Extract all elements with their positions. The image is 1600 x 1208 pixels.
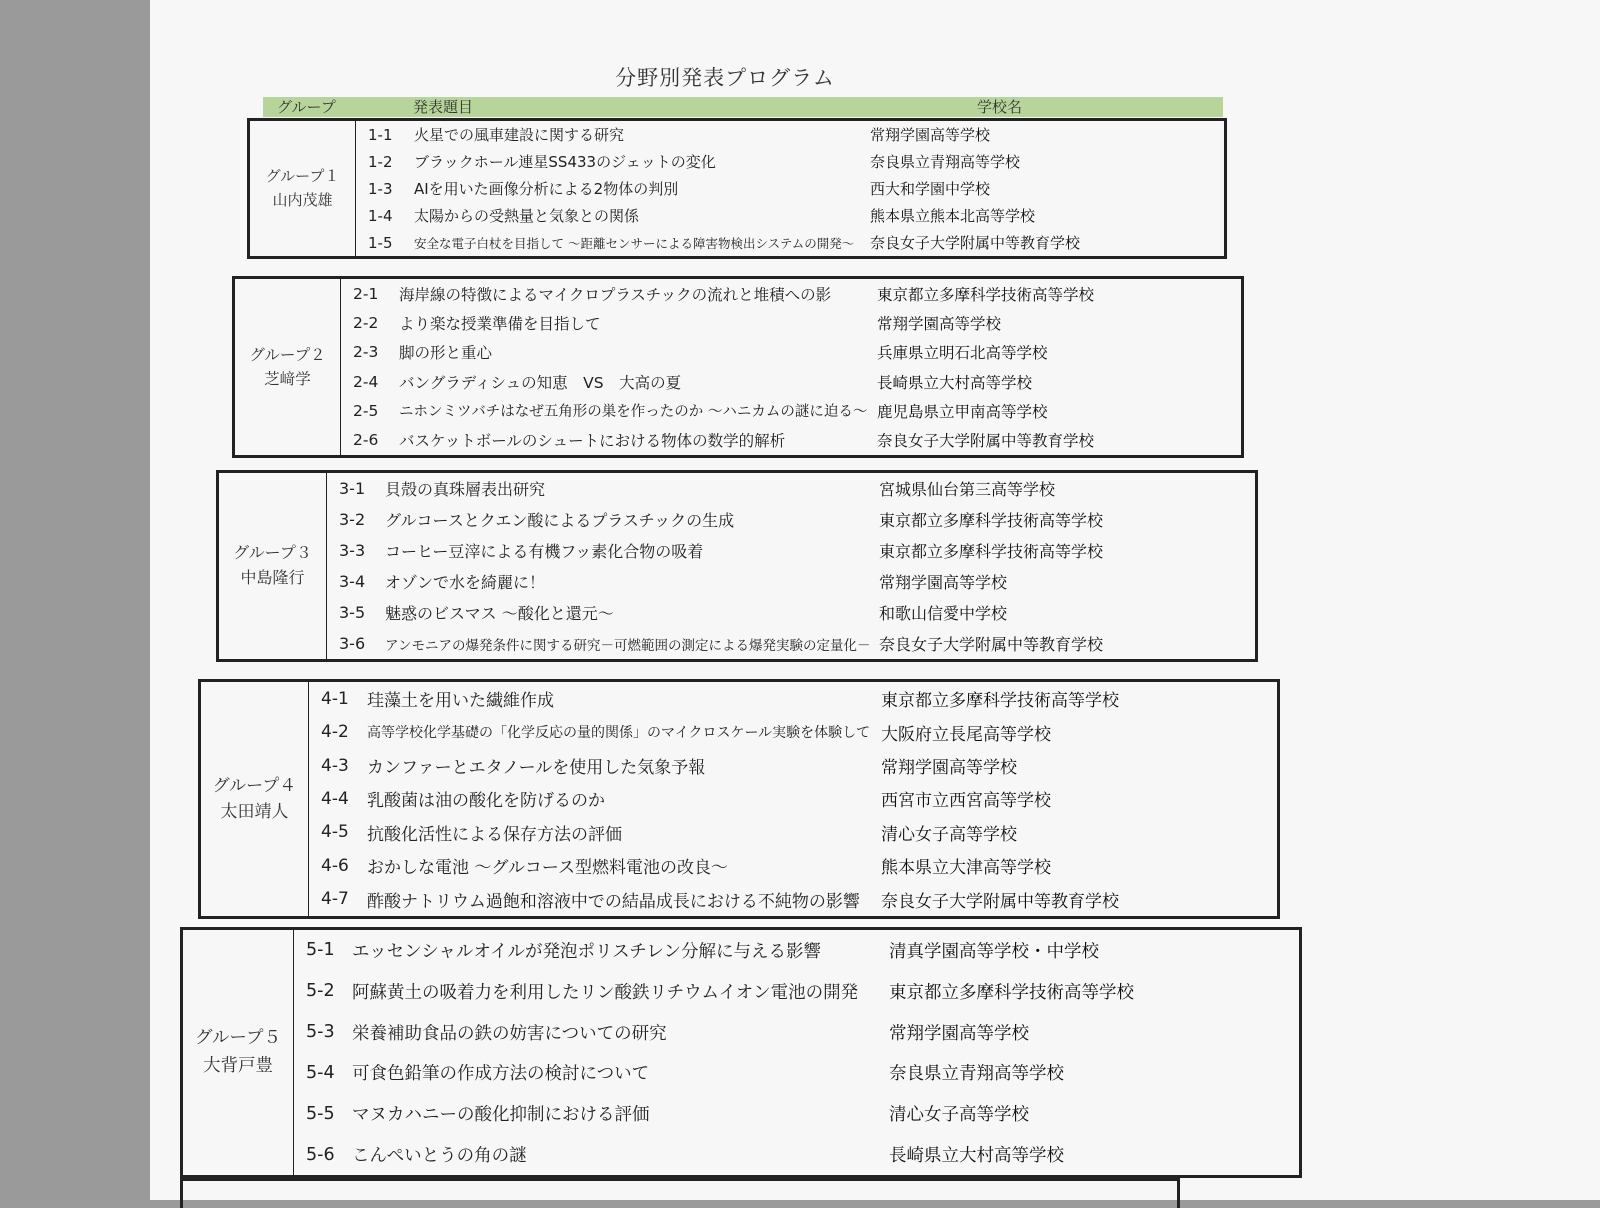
presentation-title: 海岸線の特徴によるマイクロプラスチックの流れと堆積への影	[399, 285, 832, 304]
presentation-number: 3-1	[339, 479, 366, 498]
school-name: 清心女子高等学校	[881, 824, 1017, 845]
table-header	[263, 97, 1223, 117]
presentation-list	[368, 121, 1224, 256]
presentation-title: 安全な電子白杖を目指して ～距離センサーによる障害物検出システムの開発～	[414, 235, 855, 251]
presentation-row	[306, 1101, 1299, 1126]
presentation-title: おかしな電池 ～グルコース型燃料電池の改良～	[367, 858, 729, 879]
school-name: 鹿児島県立甲南高等学校	[877, 402, 1048, 421]
presentation-title: 阿蘇黄土の吸着力を利用したリン酸鉄リチウムイオン電池の開発	[352, 982, 859, 1003]
presentation-title: 高等学校化学基礎の「化学反応の量的関係」のマイクロスケール実験を体験して	[367, 725, 871, 742]
presentation-title: バスケットボールのシュートにおける物体の数学的解析	[399, 432, 786, 451]
presentation-number: 3-4	[339, 572, 366, 591]
presentation-row	[368, 205, 1224, 226]
presentation-number: 5-2	[306, 981, 335, 1002]
presentation-title: マヌカハニーの酸化抑制における評価	[352, 1105, 650, 1126]
group-chair: 山内茂雄	[272, 190, 333, 209]
presentation-row	[339, 539, 1255, 562]
presentation-number: 4-7	[321, 889, 349, 910]
group-chair: 芝﨑学	[264, 370, 311, 388]
presentation-list	[321, 682, 1277, 916]
school-name: 宮城県仙台第三高等学校	[879, 480, 1056, 499]
school-name: 大阪府立長尾高等学校	[881, 724, 1051, 745]
next-group-box-partial	[180, 1178, 1180, 1208]
presentation-row	[339, 508, 1255, 531]
presentation-number: 4-1	[321, 688, 349, 709]
presentation-row	[368, 124, 1224, 145]
group-box	[198, 679, 1280, 919]
presentation-number: 2-5	[353, 401, 379, 420]
school-name: 常翔学園高等学校	[877, 314, 1002, 333]
school-name: 東京都立多摩科学技術高等学校	[877, 285, 1095, 304]
presentation-number: 2-3	[353, 343, 379, 362]
presentation-number: 4-3	[321, 755, 349, 776]
school-name: 長崎県立大村高等学校	[877, 373, 1033, 392]
presentation-number: 3-6	[339, 634, 366, 653]
group-box	[232, 276, 1244, 458]
presentation-title: 太陽からの受熱量と気象との関係	[414, 207, 640, 225]
school-name: 常翔学園高等学校	[881, 758, 1017, 779]
school-name: 常翔学園高等学校	[889, 1023, 1029, 1044]
presentation-title: AIを用いた画像分析による2物体の判別	[414, 180, 679, 198]
presentation-title: 脚の形と重心	[399, 344, 493, 363]
group-chair: 中島隆行	[240, 568, 305, 587]
presentation-number: 2-2	[353, 313, 379, 332]
presentation-number: 5-4	[306, 1062, 335, 1083]
presentation-title: 火星での風車建設に関する研究	[414, 126, 625, 144]
group-chair: 大背戸豊	[203, 1055, 273, 1076]
presentation-title: 栄養補助食品の鉄の妨害についての研究	[352, 1023, 667, 1044]
presentation-title: より楽な授業準備を目指して	[399, 314, 601, 333]
presentation-number: 4-6	[321, 855, 349, 876]
school-name: 奈良県立青翔高等学校	[870, 153, 1021, 171]
presentation-number: 4-4	[321, 788, 349, 809]
presentation-row	[306, 1060, 1299, 1085]
school-name: 奈良女子大学附属中等教育学校	[877, 432, 1095, 451]
presentation-number: 1-2	[368, 152, 393, 171]
header-school: 学校名	[977, 98, 1023, 116]
presentation-number: 5-5	[306, 1103, 335, 1124]
presentation-title: エッセンシャルオイルが発泡ポリスチレン分解に与える影響	[352, 941, 821, 962]
presentation-row	[321, 786, 1277, 811]
school-name: 清真学園高等学校・中学校	[889, 941, 1099, 962]
school-name: 西宮市立西宮高等学校	[881, 791, 1051, 812]
presentation-list	[339, 473, 1255, 659]
group-label	[183, 930, 294, 1175]
presentation-number: 5-6	[306, 1144, 335, 1165]
presentation-row	[368, 232, 1224, 253]
header-title: 発表題目	[413, 98, 474, 116]
presentation-title: アンモニアの爆発条件に関する研究－可燃範囲の測定による爆発実験の定量化－	[385, 637, 871, 654]
presentation-number: 3-3	[339, 541, 366, 560]
school-name: 奈良女子大学附属中等教育学校	[879, 635, 1104, 654]
group-label	[201, 682, 309, 916]
presentation-row	[321, 853, 1277, 878]
presentation-row	[339, 601, 1255, 624]
presentation-number: 4-2	[321, 722, 349, 743]
document-page	[150, 0, 1600, 1200]
presentation-number: 3-2	[339, 510, 366, 529]
school-name: 奈良女子大学附属中等教育学校	[881, 891, 1119, 912]
school-name: 和歌山信愛中学校	[879, 604, 1008, 623]
group-chair: 太田靖人	[220, 802, 289, 822]
school-name: 東京都立多摩科学技術高等学校	[881, 691, 1119, 712]
presentation-row	[306, 1020, 1299, 1045]
school-name: 奈良県立青翔高等学校	[889, 1064, 1064, 1085]
presentation-number: 1-3	[368, 179, 393, 198]
presentation-title: オゾンで水を綺麗に！	[385, 573, 546, 592]
presentation-row	[321, 753, 1277, 778]
school-name: 東京都立多摩科学技術高等学校	[879, 511, 1104, 530]
page-title: 分野別発表プログラム	[615, 66, 835, 90]
presentation-number: 2-6	[353, 431, 379, 450]
presentation-row	[306, 979, 1299, 1004]
school-name: 東京都立多摩科学技術高等学校	[889, 982, 1134, 1003]
group-box	[247, 118, 1227, 259]
presentation-row	[353, 429, 1241, 451]
group-label	[235, 279, 341, 455]
presentation-number: 5-3	[306, 1022, 335, 1043]
presentation-number: 5-1	[306, 940, 335, 961]
presentation-title: コーヒー豆滓による有機フッ素化合物の吸着	[385, 542, 704, 561]
school-name: 兵庫県立明石北高等学校	[877, 344, 1048, 363]
group-name: グループ１	[265, 167, 340, 186]
school-name: 東京都立多摩科学技術高等学校	[879, 542, 1104, 561]
presentation-list	[306, 930, 1299, 1175]
presentation-number: 1-5	[368, 233, 393, 252]
school-name: 西大和学園中学校	[870, 180, 991, 198]
presentation-title: バングラディシュの知恵 VS 大高の夏	[399, 373, 682, 392]
presentation-title: ニホンミツバチはなぜ五角形の巣を作ったのか ～ハニカムの謎に迫る～	[399, 404, 868, 421]
presentation-row	[306, 938, 1299, 963]
presentation-row	[339, 570, 1255, 593]
presentation-row	[353, 283, 1241, 305]
presentation-row	[368, 178, 1224, 199]
group-name: グループ５	[194, 1028, 282, 1049]
school-name: 清心女子高等学校	[889, 1105, 1029, 1126]
presentation-row	[353, 371, 1241, 393]
presentation-title: 抗酸化活性による保存方法の評価	[367, 824, 622, 845]
presentation-title: 貝殻の真珠層表出研究	[385, 480, 546, 499]
group-label	[250, 121, 356, 256]
school-name: 熊本県立熊本北高等学校	[870, 207, 1036, 225]
presentation-title: 乳酸菌は油の酸化を防げるのか	[367, 791, 605, 812]
school-name: 熊本県立大津高等学校	[881, 858, 1051, 879]
presentation-number: 3-5	[339, 603, 366, 622]
presentation-row	[339, 477, 1255, 500]
group-name: グループ３	[233, 543, 312, 563]
presentation-number: 2-4	[353, 372, 379, 391]
presentation-row	[321, 820, 1277, 845]
presentation-title: カンファーとエタノールを使用した気象予報	[367, 758, 706, 779]
presentation-row	[339, 632, 1255, 655]
presentation-number: 1-4	[368, 206, 393, 225]
school-name: 常翔学園高等学校	[870, 126, 991, 144]
school-name: 奈良女子大学附属中等教育学校	[870, 234, 1081, 252]
presentation-title: こんぺいとうの角の謎	[352, 1146, 527, 1167]
presentation-row	[353, 400, 1241, 422]
group-box	[216, 470, 1258, 662]
presentation-row	[321, 686, 1277, 711]
presentation-title: 魅惑のビスマス ～酸化と還元～	[385, 604, 614, 623]
presentation-title: 珪藻土を用いた繊維作成	[367, 691, 554, 712]
presentation-row	[353, 312, 1241, 334]
presentation-row	[321, 887, 1277, 912]
group-label	[219, 473, 327, 659]
presentation-row	[353, 341, 1241, 363]
school-name: 常翔学園高等学校	[879, 573, 1008, 592]
group-name: グループ４	[212, 775, 297, 796]
header-group: グループ	[277, 98, 336, 116]
presentation-list	[353, 279, 1241, 455]
presentation-number: 4-5	[321, 822, 349, 843]
group-box	[180, 927, 1302, 1178]
group-name: グループ２	[249, 345, 326, 364]
presentation-number: 2-1	[353, 284, 379, 303]
school-name: 長崎県立大村高等学校	[889, 1146, 1064, 1167]
presentation-number: 1-1	[368, 125, 393, 144]
presentation-title: 酢酸ナトリウム過飽和溶液中での結晶成長における不純物の影響	[367, 891, 860, 912]
presentation-row	[321, 720, 1277, 745]
presentation-title: ブラックホール連星SS433のジェットの変化	[414, 153, 716, 171]
presentation-row	[306, 1142, 1299, 1167]
presentation-title: 可食色鉛筆の作成方法の検討について	[352, 1064, 650, 1085]
presentation-row	[368, 151, 1224, 172]
presentation-title: グルコースとクエン酸によるプラスチックの生成	[385, 511, 735, 530]
